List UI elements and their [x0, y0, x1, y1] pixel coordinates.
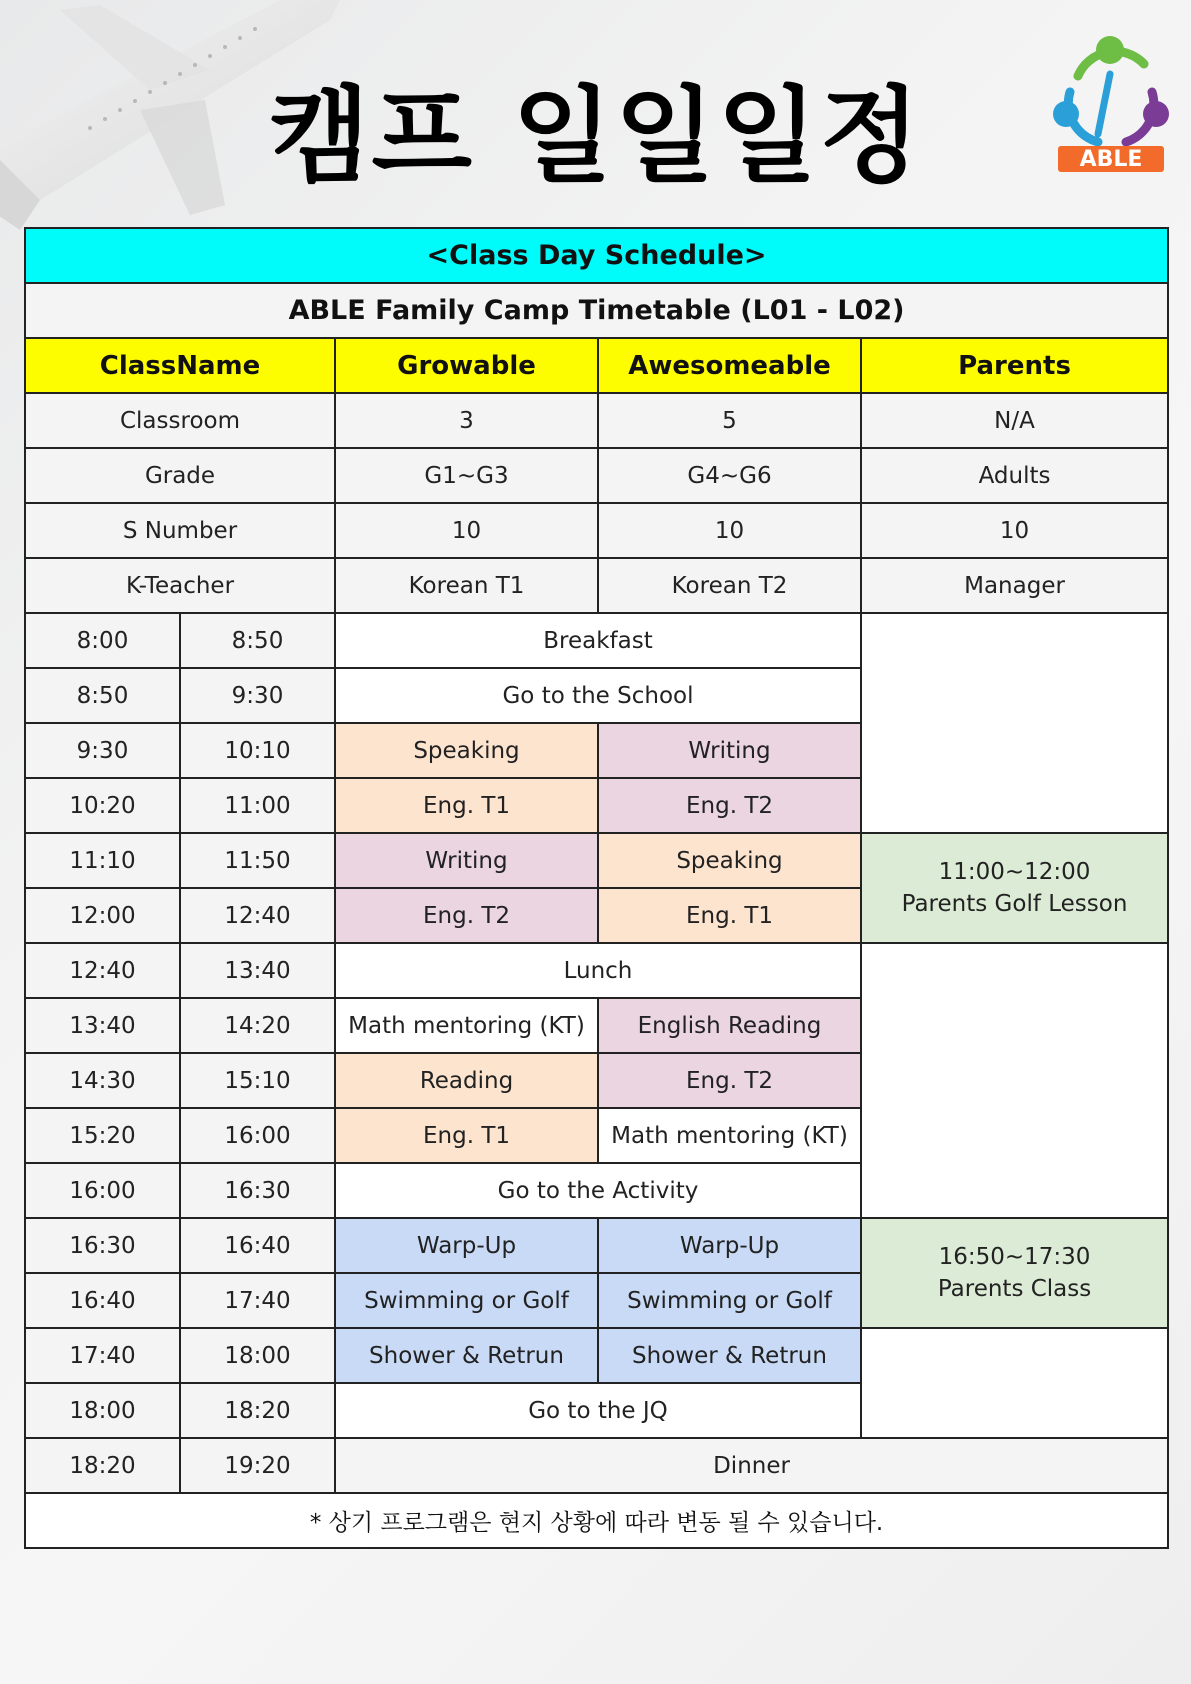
awesomeable-activity: Eng. T1	[598, 888, 861, 943]
start-time: 11:10	[25, 833, 180, 888]
header-parents: Parents	[861, 338, 1168, 393]
awesomeable-activity: Warp-Up	[598, 1218, 861, 1273]
shared-activity: Go to the School	[335, 668, 861, 723]
awesomeable-activity: English Reading	[598, 998, 861, 1053]
shared-activity: Go to the JQ	[335, 1383, 861, 1438]
end-time: 15:10	[180, 1053, 335, 1108]
awesomeable-activity: Eng. T2	[598, 1053, 861, 1108]
end-time: 11:00	[180, 778, 335, 833]
info-label: K-Teacher	[25, 558, 335, 613]
schedule-row	[25, 943, 1168, 998]
end-time: 18:00	[180, 1328, 335, 1383]
info-value: Manager	[861, 558, 1168, 613]
start-time: 18:00	[25, 1383, 180, 1438]
growable-activity: Shower & Retrun	[335, 1328, 598, 1383]
end-time: 16:40	[180, 1218, 335, 1273]
shared-activity: Go to the Activity	[335, 1163, 861, 1218]
schedule-row	[25, 1218, 1168, 1273]
start-time: 16:40	[25, 1273, 180, 1328]
end-time: 11:50	[180, 833, 335, 888]
growable-activity: Reading	[335, 1053, 598, 1108]
awesomeable-activity: Writing	[598, 723, 861, 778]
growable-activity: Warp-Up	[335, 1218, 598, 1273]
info-value: Adults	[861, 448, 1168, 503]
info-row-k-teacher	[25, 558, 1168, 613]
info-value: Korean T2	[598, 558, 861, 613]
schedule-row	[25, 613, 1168, 668]
start-time: 12:00	[25, 888, 180, 943]
parents-event-label: Parents Class	[937, 1276, 1092, 1302]
schedule-row	[25, 1328, 1168, 1383]
page-title: 캠프 일일일정	[269, 75, 922, 197]
parents-free-slot	[861, 1328, 1168, 1438]
parents-class	[861, 1218, 1168, 1328]
info-label: Grade	[25, 448, 335, 503]
header-row	[25, 338, 1168, 393]
info-label: Classroom	[25, 393, 335, 448]
growable-activity: Writing	[335, 833, 598, 888]
info-value: 10	[335, 503, 598, 558]
subtitle-row	[25, 283, 1168, 338]
info-value: G4~G6	[598, 448, 861, 503]
banner-row	[25, 228, 1168, 283]
parents-event-time: 11:00~12:00	[938, 858, 1091, 885]
start-time: 13:40	[25, 998, 180, 1053]
awesomeable-activity: Math mentoring (KT)	[598, 1108, 861, 1163]
awesomeable-activity: Shower & Retrun	[598, 1328, 861, 1383]
end-time: 16:30	[180, 1163, 335, 1218]
growable-activity: Swimming or Golf	[335, 1273, 598, 1328]
start-time: 8:50	[25, 668, 180, 723]
schedule-row	[25, 1438, 1168, 1493]
shared-activity: Breakfast	[335, 613, 861, 668]
end-time: 9:30	[180, 668, 335, 723]
start-time: 18:20	[25, 1438, 180, 1493]
growable-activity: Eng. T2	[335, 888, 598, 943]
start-time: 16:30	[25, 1218, 180, 1273]
growable-activity: Speaking	[335, 723, 598, 778]
end-time: 8:50	[180, 613, 335, 668]
header-growable: Growable	[335, 338, 598, 393]
all-activity: Dinner	[335, 1438, 1168, 1493]
parents-free-slot	[861, 613, 1168, 833]
awesomeable-activity: Eng. T2	[598, 778, 861, 833]
info-row-grade	[25, 448, 1168, 503]
parents-golf-lesson	[861, 833, 1168, 943]
info-value: 10	[861, 503, 1168, 558]
header-classname: ClassName	[25, 338, 335, 393]
start-time: 10:20	[25, 778, 180, 833]
end-time: 14:20	[180, 998, 335, 1053]
growable-activity: Eng. T1	[335, 778, 598, 833]
end-time: 18:20	[180, 1383, 335, 1438]
start-time: 12:40	[25, 943, 180, 998]
info-label: S Number	[25, 503, 335, 558]
info-value: 3	[335, 393, 598, 448]
schedule-table	[24, 227, 1169, 1549]
start-time: 15:20	[25, 1108, 180, 1163]
awesomeable-activity: Swimming or Golf	[598, 1273, 861, 1328]
start-time: 17:40	[25, 1328, 180, 1383]
end-time: 10:10	[180, 723, 335, 778]
info-row-classroom	[25, 393, 1168, 448]
end-time: 16:00	[180, 1108, 335, 1163]
growable-activity: Math mentoring (KT)	[335, 998, 598, 1053]
footer-note: * 상기 프로그램은 현지 상황에 따라 변동 될 수 있습니다.	[25, 1493, 1168, 1548]
start-time: 14:30	[25, 1053, 180, 1108]
start-time: 9:30	[25, 723, 180, 778]
logo-text: ABLE	[1079, 147, 1143, 172]
timetable-subtitle: ABLE Family Camp Timetable (L01 - L02)	[25, 283, 1168, 338]
parents-free-slot	[861, 943, 1168, 1218]
growable-activity: Eng. T1	[335, 1108, 598, 1163]
shared-activity: Lunch	[335, 943, 861, 998]
info-value: G1~G3	[335, 448, 598, 503]
footer-row	[25, 1493, 1168, 1548]
header-awesomeable: Awesomeable	[598, 338, 861, 393]
end-time: 17:40	[180, 1273, 335, 1328]
parents-event-label: Parents Golf Lesson	[901, 891, 1128, 917]
start-time: 8:00	[25, 613, 180, 668]
schedule-banner: <Class Day Schedule>	[25, 228, 1168, 283]
end-time: 19:20	[180, 1438, 335, 1493]
info-value: N/A	[861, 393, 1168, 448]
schedule-row	[25, 833, 1168, 888]
parents-event-time: 16:50~17:30	[938, 1243, 1091, 1270]
info-value: 5	[598, 393, 861, 448]
info-row-s-number	[25, 503, 1168, 558]
info-value: Korean T1	[335, 558, 598, 613]
awesomeable-activity: Speaking	[598, 833, 861, 888]
start-time: 16:00	[25, 1163, 180, 1218]
info-value: 10	[598, 503, 861, 558]
end-time: 12:40	[180, 888, 335, 943]
end-time: 13:40	[180, 943, 335, 998]
